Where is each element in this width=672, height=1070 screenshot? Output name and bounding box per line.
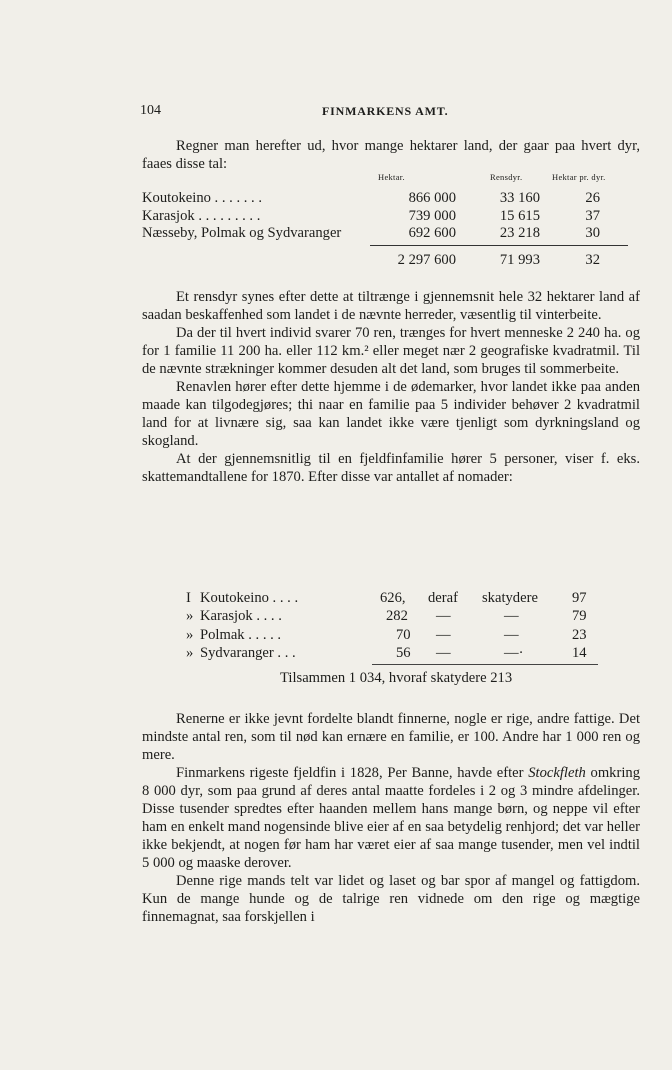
- table2-rule: [372, 664, 598, 665]
- row-rensdyr: 33 160: [499, 190, 540, 206]
- row-count: 70: [396, 627, 411, 643]
- row-label: Næsseby, Polmak og Sydvaranger: [142, 225, 342, 241]
- table-row: [186, 645, 596, 664]
- row-sep1: —: [436, 645, 451, 661]
- row-name: Karasjok . . . .: [200, 608, 282, 624]
- table-row: [186, 627, 596, 646]
- row-name: Koutokeino . . . .: [200, 590, 299, 606]
- paragraph: Denne rige mands telt var lidet og laset og bar spor af mangel og fattigdom. Kun de mange hunde og de talrige ren vidnede om den rige og mægtige finnemagnat, saa forskjellen i: [142, 873, 640, 925]
- row-rensdyr: 15 615: [499, 208, 540, 224]
- row-per-dyr: 30: [585, 225, 600, 241]
- row-label: Karasjok . . . . . . . . .: [142, 208, 261, 224]
- total-rensdyr: 71 993: [499, 252, 540, 268]
- total-hektar: 2 297 600: [397, 252, 456, 268]
- row-count: 282: [386, 608, 408, 624]
- row-sep1: —: [436, 608, 451, 624]
- table-row: [142, 225, 640, 243]
- row-prefix: »: [186, 645, 194, 661]
- table-row: [142, 208, 640, 226]
- row-rensdyr: 23 218: [499, 225, 540, 241]
- paragraph: Da der til hvert individ svarer 70 ren, trænges for hvert menneske 2 240 ha. og for 1 familie 11 200 ha. eller 112 km.² eller meget nær 2 geografiske kvadratmil. Til de nævnte strækninger kommer desuden alt det land, som bruges til sommerbeite.: [142, 325, 640, 377]
- row-hektar: 739 000: [408, 208, 456, 224]
- table1-header-perdyr: Hektar pr. dyr.: [552, 172, 606, 182]
- intro-text: Regner man herefter ud, hvor mange hektarer land, der gaar paa hvert dyr, faaes disse tal:: [142, 138, 640, 172]
- row-name: Sydvaranger . . .: [200, 645, 296, 661]
- table1-header-hektar: Hektar.: [378, 172, 405, 182]
- italic-name: Stockfleth: [528, 765, 586, 781]
- page-number: 104: [140, 103, 161, 118]
- row-count: 56: [396, 645, 411, 661]
- row-sep2: —·: [504, 645, 524, 661]
- row-sep1: deraf: [428, 590, 458, 606]
- table1-header-rensdyr: Rensdyr.: [490, 172, 523, 182]
- intro-paragraph: [142, 137, 640, 173]
- row-tax: 97: [572, 590, 587, 606]
- table-row: [186, 608, 596, 627]
- table-row: [186, 590, 596, 609]
- row-name: Polmak . . . . .: [200, 627, 282, 643]
- body-paragraphs-1: [142, 288, 640, 486]
- running-title: FINMARKENS AMT.: [322, 104, 449, 118]
- table1-rule: [370, 245, 628, 246]
- paragraph-with-italic: [142, 764, 640, 872]
- paragraph: Renerne er ikke jevnt fordelte blandt finnerne, nogle er rige, andre fattige. Det mindste antal ren, som til nød kan ernære en familie, er 100. Andre har 1 000 ren og mere.: [142, 711, 640, 763]
- page-header: [140, 103, 636, 121]
- row-hektar: 866 000: [408, 190, 456, 206]
- row-prefix: »: [186, 608, 194, 624]
- row-per-dyr: 37: [585, 208, 600, 224]
- row-prefix: I: [186, 590, 191, 606]
- paragraph-part: omkring 8 000 dyr, som paa grund af deres antal maatte fordeles i 2 og 3 mindre afdelinger. Disse tusender spredtes efter haanden mellem hans mange børn, og neppe vil efter ham en enkelt mand nogensinde blive eier af en saa betydelig renhjord; det var heller ikke bekjendt, at nogen før ham har været eier af saa mange tusender, men vel indtil 5 000 og maaske derover.: [142, 765, 640, 871]
- row-prefix: »: [186, 627, 194, 643]
- row-sep2: —: [504, 627, 519, 643]
- row-per-dyr: 26: [585, 190, 600, 206]
- table-row: [142, 190, 640, 208]
- row-sep1: —: [436, 627, 451, 643]
- paragraph: At der gjennemsnitlig til en fjeldfinfamilie hører 5 personer, viser f. eks. skattemandtallene for 1870. Efter disse var antallet af nomader:: [142, 451, 640, 485]
- paragraph: Renavlen hører efter dette hjemme i de ødemarker, hvor landet ikke paa anden maade kan tilgodegjøres; thi naar en familie paa 5 individer behøver 2 kvadratmil land for at livnære sig, saa kan landet ikke være tjenligt som dyrkningsland og skogland.: [142, 379, 640, 449]
- total-per-dyr: 32: [585, 252, 600, 268]
- row-count: 626,: [380, 590, 406, 606]
- paragraph-part: Finmarkens rigeste fjeldfin i 1828, Per Banne, havde efter: [176, 765, 529, 781]
- row-sep2: skatydere: [482, 590, 538, 606]
- row-sep2: —: [504, 608, 519, 624]
- table-total-row: [142, 252, 640, 270]
- row-hektar: 692 600: [408, 225, 456, 241]
- row-label: Koutokeino . . . . . . .: [142, 190, 262, 206]
- paragraph: Et rensdyr synes efter dette at tiltrænge i gjennemsnit hele 32 hektarer land af saadan beskaffenhed som landet i de nævnte herreder, væsentlig til vinterbeite.: [142, 289, 640, 323]
- row-tax: 79: [572, 608, 587, 624]
- row-tax: 23: [572, 627, 587, 643]
- row-tax: 14: [572, 645, 587, 661]
- body-paragraphs-2: [142, 710, 640, 926]
- table2-total: Tilsammen 1 034, hvoraf skatydere 213: [280, 670, 513, 686]
